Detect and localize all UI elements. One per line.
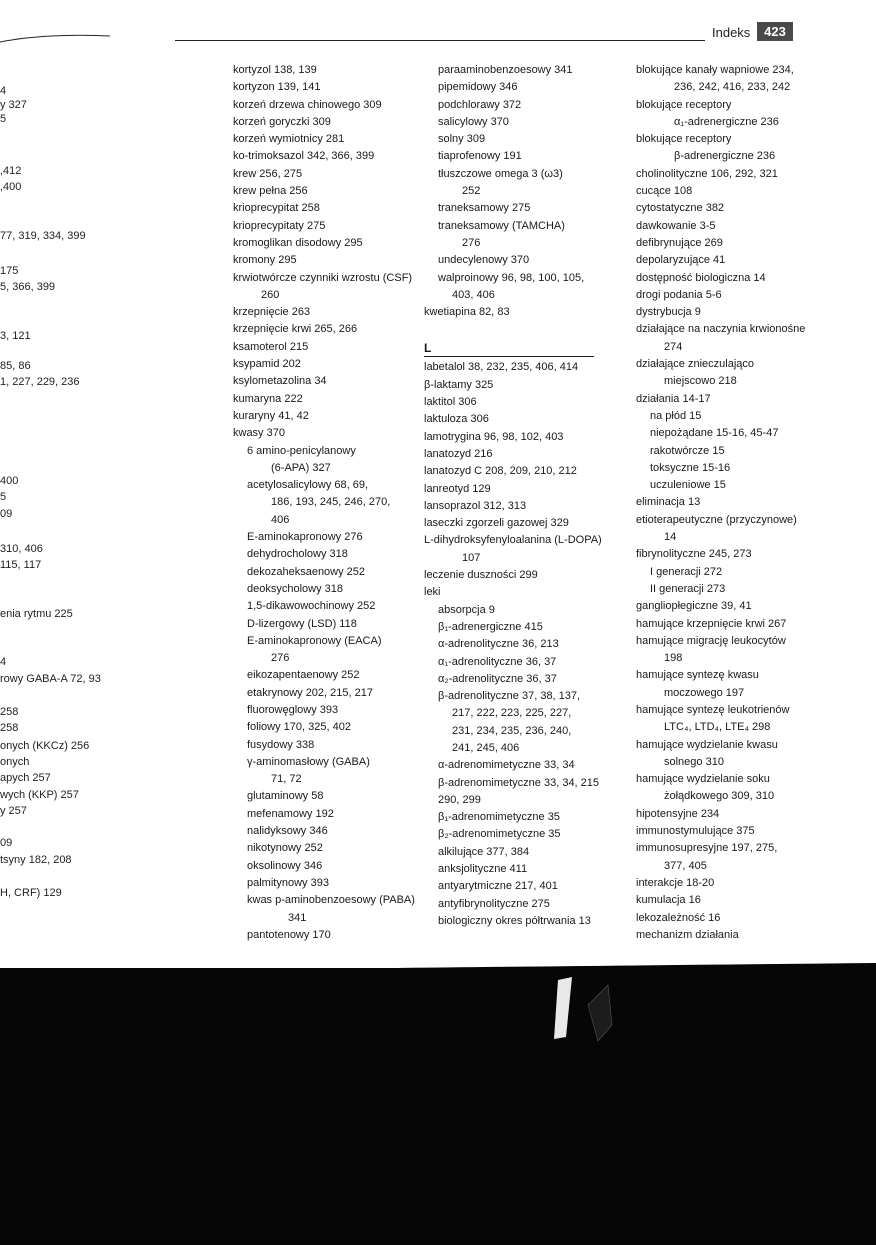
index-subentry: rakotwórcze 15	[650, 444, 725, 457]
index-entry: immunostymulujące 375	[636, 825, 755, 838]
index-entry: lanatozyd 216	[424, 447, 493, 460]
index-entry: kwasy 370	[233, 427, 285, 440]
index-entry: dawkowanie 3-5	[636, 219, 716, 232]
index-subentry: β₂-adrenomimetyczne 35	[438, 828, 561, 841]
index-entry: L-dihydroksyfenyloalanina (L-DOPA)	[424, 534, 602, 547]
left-fragment-text: 4	[0, 85, 7, 97]
index-entry: lansoprazol 312, 313	[424, 499, 527, 512]
left-fragment-text: y 327	[0, 99, 27, 111]
index-subentry: acetylosalicylowy 68, 69,	[247, 479, 369, 492]
index-subentry: antyfibrynolityczne 275	[438, 897, 550, 910]
index-entry: działania 14-17	[636, 392, 711, 405]
index-entry: gangliopłegiczne 39, 41	[636, 600, 752, 613]
index-entry: krew pełna 256	[233, 185, 308, 198]
index-subentry: β-adrenomimetyczne 33, 34, 215	[438, 776, 600, 789]
left-fragment-text: 5, 366, 399	[0, 281, 56, 293]
index-subentry: nikotynowy 252	[247, 842, 323, 855]
index-subentry: γ-aminomasłowy (GABA)	[247, 755, 370, 768]
dark-scan-band	[0, 968, 876, 1245]
index-entry: hamujące wydzielanie soku	[636, 773, 770, 786]
index-entry: ksypamid 202	[233, 358, 301, 371]
index-column-1	[233, 62, 413, 944]
index-entry: korzeń wymiotnicy 281	[233, 133, 345, 146]
index-subentry: moczowego 197	[664, 686, 745, 699]
index-entry: mechanizm działania	[636, 928, 739, 941]
index-subentry: podchlorawy 372	[438, 98, 522, 111]
index-entry: kortyzol 138, 139	[233, 64, 317, 76]
index-entry: blokujące receptory	[636, 133, 732, 146]
index-subentry: żołądkowego 309, 310	[664, 790, 775, 803]
index-entry: defibrynujące 269	[636, 236, 723, 249]
left-fragment-text: 175	[0, 265, 19, 277]
index-entry: kumaryna 222	[233, 392, 303, 405]
index-entry: depolaryzujące 41	[636, 254, 726, 267]
index-entry: korzeń drzewa chinowego 309	[233, 98, 382, 111]
left-fragment-text: 09	[0, 837, 13, 849]
index-subentry: solnego 310	[664, 755, 724, 768]
index-entry: cytostatyczne 382	[636, 202, 725, 215]
header-rule	[175, 40, 705, 41]
index-subentry: 260	[261, 288, 280, 301]
index-subentry: paraaminobenzoesowy 341	[438, 64, 573, 76]
left-fragment-text: 85, 86	[0, 360, 31, 372]
index-subentry: alkilujące 377, 384	[438, 845, 530, 858]
left-fragment-text: 258	[0, 706, 19, 718]
index-entry: kwetiapina 82, 83	[424, 306, 510, 319]
index-entry: etioterapeutyczne (przyczynowe)	[636, 513, 797, 526]
left-fragment-text: ,412	[0, 165, 22, 177]
left-fragment-text: 400	[0, 475, 19, 487]
index-subentry: absorpcja 9	[438, 603, 495, 616]
index-subentry: antyarytmiczne 217, 401	[438, 880, 558, 893]
index-subentry: E-aminokapronowy (EACA)	[247, 634, 382, 647]
index-entry: hamujące migrację leukocytów	[636, 634, 786, 647]
index-subentry: oksolinowy 346	[247, 859, 323, 872]
index-subentry: fluorowęglowy 393	[247, 703, 339, 716]
page-edge-glyph	[548, 975, 618, 1045]
index-entry: cucące 108	[636, 185, 693, 198]
index-entry: kortyzon 139, 141	[233, 81, 321, 94]
index-entry: eliminacja 13	[636, 496, 701, 509]
index-entry: dostępność biologiczna 14	[636, 271, 766, 284]
index-subentry: 274	[664, 340, 683, 353]
left-fragment-text: y 257	[0, 805, 27, 817]
index-entry: hipotensyjne 234	[636, 807, 720, 820]
index-subentry: anksjolityczne 411	[438, 863, 528, 876]
index-subentry: salicylowy 370	[438, 115, 509, 128]
index-entry: działające znieczulająco	[636, 358, 755, 371]
index-subentry: walproinowy 96, 98, 100, 105,	[438, 271, 585, 284]
index-subentry: deoksycholowy 318	[247, 582, 344, 595]
index-entry: leki	[424, 586, 441, 599]
left-fragment-text: 4	[0, 656, 7, 668]
index-subentry: 341	[288, 911, 307, 924]
left-fragment-text: rowy GABA-A 72, 93	[0, 673, 101, 685]
index-subentry: α₂-adrenolityczne 36, 37	[438, 672, 557, 685]
left-fragment-text: 77, 319, 334, 399	[0, 230, 86, 242]
left-fragment-text: onych	[0, 756, 30, 768]
index-entry: kromony 295	[233, 254, 297, 267]
index-subentry: undecylenowy 370	[438, 254, 530, 267]
index-subentry: α₁-adrenergiczne 236	[674, 115, 779, 128]
index-subentry: LTC₄, LTD₄, LTE₄ 298	[664, 721, 771, 734]
index-subentry: 1,5-dikawowochinowy 252	[247, 600, 376, 613]
index-entry: interakcje 18-20	[636, 876, 715, 889]
left-fragment-text: 115, 117	[0, 559, 42, 571]
index-entry: cholinolityczne 106, 292, 321	[636, 167, 778, 180]
page-number-badge: 423	[757, 22, 793, 41]
left-fragment-text: 310, 406	[0, 543, 43, 555]
index-subentry: β₁-adrenergiczne 415	[438, 620, 543, 633]
index-subentry: β-adrenolityczne 37, 38, 137,	[438, 690, 581, 703]
index-entry: laseczki zgorzeli gazowej 329	[424, 517, 569, 530]
index-subentry: 6 amino-penicylanowy	[247, 444, 356, 457]
index-entry: blokujące kanały wapniowe 234,	[636, 64, 794, 76]
index-subentry: dehydrocholowy 318	[247, 548, 348, 561]
left-fragment-text: wych (KKP) 257	[0, 789, 79, 801]
page-corner-curve	[0, 30, 110, 44]
index-entry: blokujące receptory	[636, 98, 732, 111]
index-subentry: II generacji 273	[650, 582, 726, 595]
index-subentry: pipemidowy 346	[438, 81, 518, 94]
left-fragment-text: ,400	[0, 181, 22, 193]
index-entry: laktitol 306	[424, 396, 477, 409]
index-entry: immunosupresyjne 197, 275,	[636, 842, 778, 855]
index-subentry: glutaminowy 58	[247, 790, 324, 803]
index-subentry: 236, 242, 416, 233, 242	[674, 81, 791, 94]
index-subentry: α₁-adrenolityczne 36, 37	[438, 655, 557, 668]
index-entry: krew 256, 275	[233, 167, 303, 180]
index-subentry: toksyczne 15-16	[650, 461, 731, 474]
index-entry: kromoglikan disodowy 295	[233, 236, 363, 249]
index-subentry: traneksamowy (TAMCHA)	[438, 219, 565, 232]
section-letter: L	[424, 341, 594, 357]
index-entry: hamujące syntezę leukotrienów	[636, 703, 790, 716]
index-subentry: 252	[462, 185, 481, 198]
index-subentry: foliowy 170, 325, 402	[247, 721, 351, 734]
index-subentry: 403, 406	[452, 288, 495, 301]
left-fragment-text: tsyny 182, 208	[0, 854, 72, 866]
left-fragment-text: enia rytmu 225	[0, 608, 73, 620]
left-page-fragment	[0, 75, 120, 965]
index-subentry: β-adrenergiczne 236	[674, 150, 776, 163]
index-entry: kuraryny 41, 42	[233, 409, 309, 422]
index-entry: ksamoterol 215	[233, 340, 309, 353]
index-subentry: fusydowy 338	[247, 738, 315, 751]
left-fragment-text: 5	[0, 491, 7, 503]
index-entry: ksylometazolina 34	[233, 375, 327, 388]
left-fragment-text: 258	[0, 722, 19, 734]
index-subentry: α-adrenomimetyczne 33, 34	[438, 759, 575, 772]
index-entry: lamotrygina 96, 98, 102, 403	[424, 430, 564, 443]
index-entry: ko-trimoksazol 342, 366, 399	[233, 150, 375, 163]
index-entry: działające na naczynia krwionośne	[636, 323, 806, 336]
index-subentry: 14	[664, 531, 677, 544]
index-entry: krzepnięcie krwi 265, 266	[233, 323, 358, 336]
index-subentry: traneksamowy 275	[438, 202, 531, 215]
left-fragment-text: apych 257	[0, 772, 51, 784]
index-subentry: 198	[664, 652, 683, 665]
index-entry: β-laktamy 325	[424, 378, 494, 391]
section-gap	[424, 321, 619, 341]
index-subentry: 377, 405	[664, 859, 707, 872]
left-fragment-text: onych (KKCz) 256	[0, 740, 90, 752]
index-entry: lanreotyd 129	[424, 482, 491, 495]
index-subentry: solny 309	[438, 133, 486, 146]
index-subentry: palmitynowy 393	[247, 876, 329, 889]
index-subentry: β₁-adrenomimetyczne 35	[438, 811, 560, 824]
index-subentry: na płód 15	[650, 409, 702, 422]
index-subentry: etakrynowy 202, 215, 217	[247, 686, 373, 699]
index-subentry: D-lizergowy (LSD) 118	[247, 617, 357, 630]
index-subentry: nalidyksowy 346	[247, 825, 328, 838]
index-subentry: niepożądane 15-16, 45-47	[650, 427, 779, 440]
index-entry: krwiotwórcze czynniki wzrostu (CSF)	[233, 271, 413, 284]
index-subentry: (6-APA) 327	[271, 461, 331, 474]
index-entry: krioprecypitat 258	[233, 202, 320, 215]
index-entry: kumulacja 16	[636, 894, 701, 907]
left-fragment-text: 1, 227, 229, 236	[0, 376, 80, 388]
index-entry: drogi podania 5-6	[636, 288, 722, 301]
left-fragment-text: 5	[0, 113, 7, 125]
left-fragment-text: H, CRF) 129	[0, 887, 62, 899]
index-subentry: dekozaheksaenowy 252	[247, 565, 366, 578]
index-subentry: mefenamowy 192	[247, 807, 334, 820]
index-subentry: 406	[271, 513, 290, 526]
index-column-2	[424, 62, 619, 930]
index-entry: korzeń goryczki 309	[233, 115, 331, 128]
index-entry: dystrybucja 9	[636, 306, 701, 319]
index-subentry: I generacji 272	[650, 565, 723, 578]
index-entry: laktuloza 306	[424, 413, 489, 426]
index-entry: krioprecypitaty 275	[233, 219, 326, 232]
index-entry: hamujące syntezę kwasu	[636, 669, 759, 682]
index-entry: krzepnięcie 263	[233, 306, 311, 319]
index-entry: hamujące wydzielanie kwasu	[636, 738, 778, 751]
index-subentry: biologiczny okres półtrwania 13	[438, 914, 591, 927]
index-subentry: tłuszczowe omega 3 (ω3)	[438, 167, 563, 180]
index-subentry: 290, 299	[438, 793, 481, 806]
index-column-3	[636, 62, 836, 944]
index-subentry: 276	[271, 652, 290, 665]
left-fragment-text: 09	[0, 508, 13, 520]
index-entry: labetalol 38, 232, 235, 406, 414	[424, 361, 579, 374]
index-subentry: E-aminokapronowy 276	[247, 531, 363, 544]
running-head: Indeks	[712, 25, 751, 40]
index-entry: lekozależność 16	[636, 911, 721, 924]
index-entry: lanatozyd C 208, 209, 210, 212	[424, 465, 577, 478]
index-subentry: tiaprofenowy 191	[438, 150, 522, 163]
index-subentry: 71, 72	[271, 773, 302, 786]
index-subentry: pantotenowy 170	[247, 928, 331, 941]
index-subentry: 231, 234, 235, 236, 240,	[452, 724, 572, 737]
index-subentry: 276	[462, 236, 481, 249]
index-entry: fibrynolityczne 245, 273	[636, 548, 752, 561]
index-subentry: eikozapentaenowy 252	[247, 669, 360, 682]
index-entry: leczenie duszności 299	[424, 569, 538, 582]
index-subentry: 241, 245, 406	[452, 741, 520, 754]
index-subentry: 107	[462, 551, 481, 564]
index-subentry: 217, 222, 223, 225, 227,	[452, 707, 572, 720]
index-entry: hamujące krzepnięcie krwi 267	[636, 617, 787, 630]
index-subentry: α-adrenolityczne 36, 213	[438, 638, 559, 651]
index-subentry: 186, 193, 245, 246, 270,	[271, 496, 391, 509]
index-subentry: kwas p-aminobenzoesowy (PABA)	[247, 894, 415, 907]
index-subentry: uczuleniowe 15	[650, 479, 726, 492]
index-subentry: miejscowo 218	[664, 375, 737, 388]
left-fragment-text: 3, 121	[0, 330, 31, 342]
